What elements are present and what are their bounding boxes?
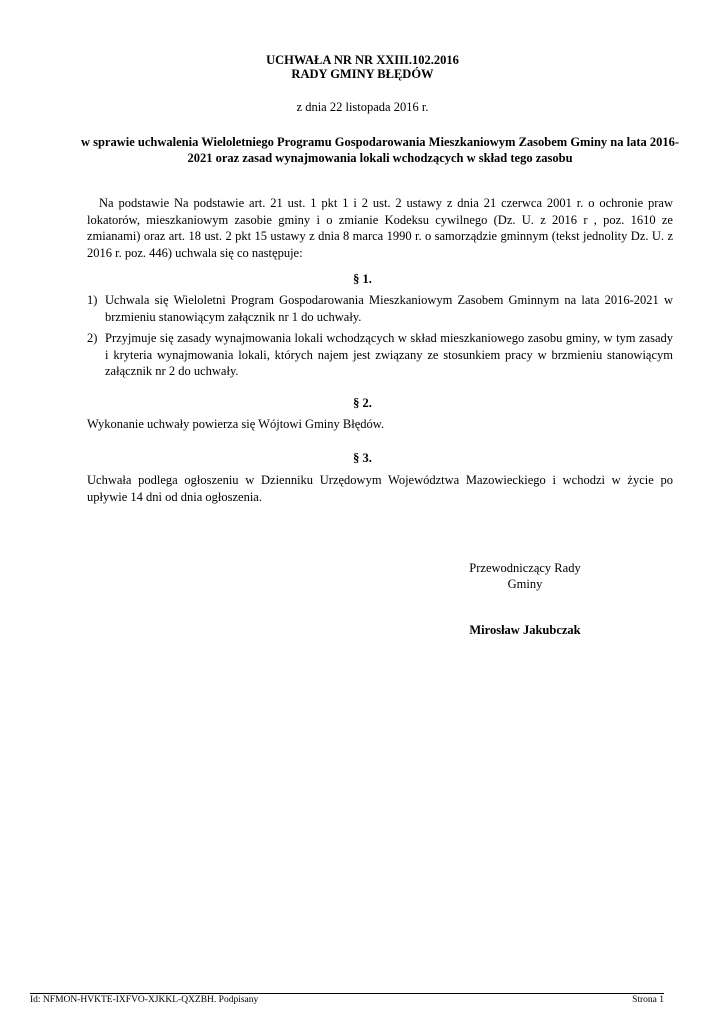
resolution-subject: w sprawie uchwalenia Wieloletniego Programu Gospodarowania Mieszkaniowym Zasobem Gminy na lata 2016-2021 oraz zasad wynajmowania lokali wchodzących w skład tego zasobu [80,135,680,165]
section-2-mark: § 2. [353,396,372,410]
resolution-title: UCHWAŁA NR NR XXIII.102.2016 [266,53,459,67]
signatory-role [455,560,595,592]
resolution-date: z dnia 22 listopada 2016 r. [296,100,429,114]
page-number: Strona 1 [632,995,664,1005]
list-item-text: Uchwala się Wieloletni Program Gospodarowania Mieszkaniowym Zasobem Gminnym na lata 2016-2021 w brzmieniu stanowiącym załącznik nr 1 do uchwały. [105,293,673,324]
section-2-text: Wykonanie uchwały powierza się Wójtowi Gminy Błędów. [87,417,385,431]
section-1-item-2 [87,330,673,380]
section-1-item-1 [87,292,673,325]
legal-basis-preamble: Na podstawie Na podstawie art. 21 ust. 1 pkt 1 i 2 ust. 2 ustawy z dnia 21 czerwca 2001 r. o ochronie praw lokatorów, mieszkaniowym zasobie gminy i o zmianie Kodeksu cywilnego (Dz. U. z 2016 r , poz. 1610 ze zmianami) oraz art. 18 ust. 2 pkt 15 ustawy z dnia 8 marca 1990 r. o samorządzie gminnym (tekst jednolity Dz. U. z 2016 r. poz. 446) uchwala się co następuje: [87,196,673,260]
council-name: RADY GMINY BŁĘDÓW [291,67,434,81]
list-item-text: Przyjmuje się zasady wynajmowania lokali wchodzących w skład mieszkaniowego zasobu gminy, w tym zasady i kryteria wynajmowania lokali, których najem jest związany ze stosunkiem pracy w brzmieniu stanowiącym załącznik nr 2 do uchwały. [105,331,673,378]
section-3-text: Uchwała podlega ogłoszeniu w Dzienniku Urzędowym Województwa Mazowieckiego i wchodzi w życie po upływie 14 dni od dnia ogłoszenia. [87,473,673,504]
list-item-number: 2) [87,331,98,345]
list-item-number: 1) [87,293,98,307]
document-id: Id: NFMON-HVKTE-IXFVO-XJKKL-QXZBH. Podpisany [30,995,259,1005]
section-3-mark: § 3. [353,451,372,465]
signatory-name: Mirosław Jakubczak [469,623,581,637]
section-1-mark: § 1. [353,272,372,286]
footer-divider [30,993,664,994]
signatory-role-line-2: Gminy [507,577,543,591]
signatory-role-line-1: Przewodniczący Rady [469,561,581,575]
